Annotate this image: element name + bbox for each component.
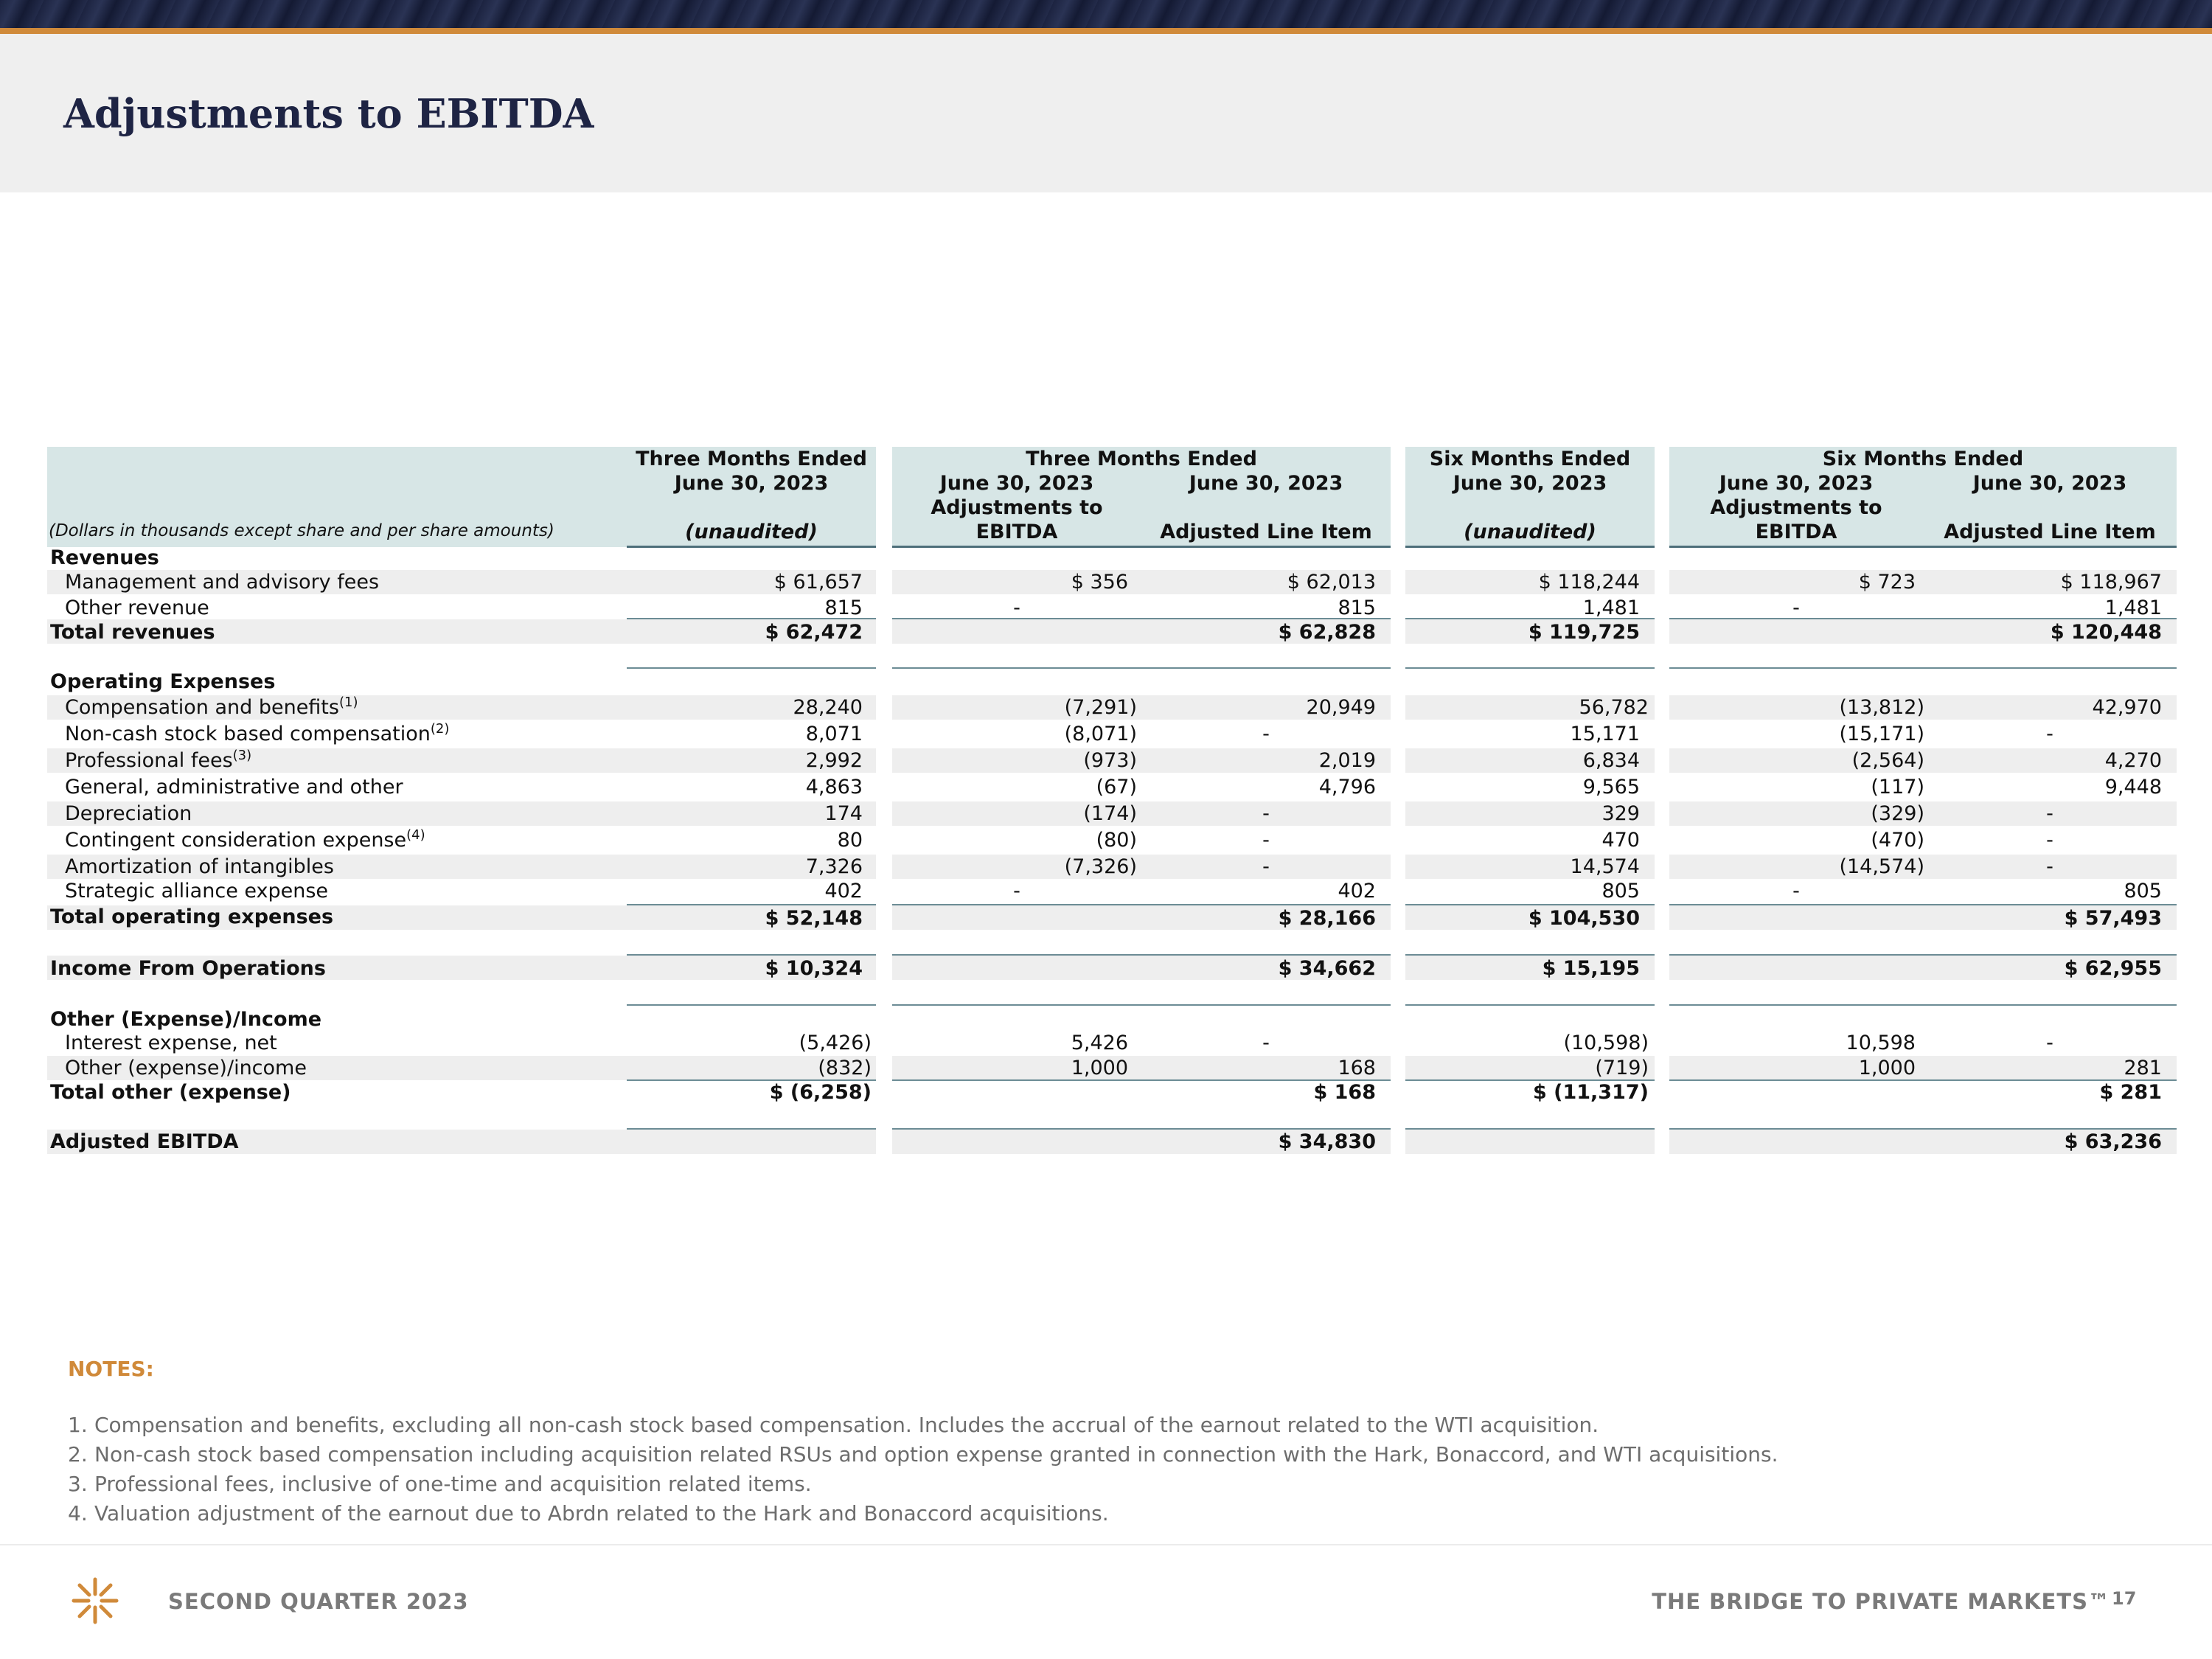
table-cell-total: $ (11,317): [1532, 1081, 1649, 1104]
total-rule: [627, 667, 876, 669]
row-label: Contingent consideration expense$^{(4)}$: [65, 827, 425, 852]
table-cell: 1,000: [1858, 1057, 1916, 1079]
units-note: (Dollars in thousands except share and per share amounts): [49, 521, 554, 540]
table-cell: 168: [1338, 1057, 1376, 1079]
total-rule: [627, 1004, 876, 1006]
table-cell: 815: [824, 597, 863, 619]
notes-title: NOTES:: [68, 1357, 154, 1381]
table-cell-total: $ 28,166: [1278, 907, 1376, 930]
col-header-period: Six Months Ended: [1429, 448, 1631, 470]
table-cell: -: [2046, 802, 2053, 825]
table-cell: 815: [1338, 597, 1376, 619]
table-cell: 8,071: [805, 723, 863, 745]
page-number: 17: [2112, 1588, 2137, 1609]
col-header-unaudited: (unaudited): [685, 521, 818, 543]
col-header-date: June 30, 2023: [939, 472, 1094, 495]
table-cell: 1,000: [1071, 1057, 1128, 1079]
table-cell: -: [2046, 855, 2053, 878]
table-cell: -: [1792, 880, 1800, 902]
row-label: Management and advisory fees: [65, 571, 380, 594]
table-cell: $ 118,244: [1538, 571, 1640, 594]
table-cell: 402: [824, 880, 863, 902]
col-header-adjustments: EBITDA: [1755, 521, 1837, 543]
subtotal-rule: [1669, 904, 2177, 905]
table-cell: (117): [1871, 776, 1924, 799]
col-header-period: Six Months Ended: [1822, 448, 2024, 470]
table-cell: $ 356: [1071, 571, 1128, 594]
header-underline: [1405, 546, 1655, 548]
table-cell-adjusted-ebitda: $ 63,236: [2064, 1130, 2162, 1153]
total-rule: [1405, 1004, 1655, 1006]
table-cell-total: $ 168: [1313, 1081, 1376, 1104]
table-cell: 4,863: [805, 776, 863, 799]
table-cell: $ 118,967: [2060, 571, 2162, 594]
row-stripe: [47, 956, 2177, 980]
subtotal-rule: [1405, 954, 1655, 956]
table-cell: -: [2046, 829, 2053, 852]
subtotal-rule: [892, 904, 1391, 905]
table-cell: (470): [1871, 829, 1924, 852]
col-header-period: Three Months Ended: [636, 448, 867, 470]
table-cell: 80: [837, 829, 863, 852]
table-cell: (329): [1871, 802, 1924, 825]
table-cell: 7,326: [805, 855, 863, 878]
table-cell: 805: [2124, 880, 2162, 902]
row-stripe: [47, 905, 2177, 930]
row-label: Other revenue: [65, 597, 209, 619]
table-cell: (2,564): [1851, 749, 1924, 772]
col-header-date: June 30, 2023: [674, 472, 829, 495]
table-cell: (7,326): [1064, 855, 1137, 878]
table-cell: 2,992: [805, 749, 863, 772]
total-rule: [627, 1128, 876, 1130]
table-cell: -: [2046, 1032, 2053, 1054]
row-label: Depreciation: [65, 802, 192, 825]
row-label: Compensation and benefits$^{(1)}$: [65, 695, 358, 719]
col-header-adjusted-line-item: Adjusted Line Item: [1160, 521, 1372, 543]
table-cell-total: $ 34,662: [1278, 957, 1376, 980]
table-cell: (10,598): [1563, 1032, 1649, 1054]
total-rule: [1669, 1004, 2177, 1006]
note-item: 1. Compensation and benefits, excluding all non-cash stock based compensation. Includes the accrual of the earnout related to the WTI acquisition.: [68, 1413, 1599, 1437]
table-cell: (174): [1083, 802, 1137, 825]
table-cell: 15,171: [1570, 723, 1640, 745]
section-heading-other: Other (Expense)/Income: [50, 1008, 322, 1031]
column-gap: [1391, 560, 1405, 1165]
company-logo-icon: [69, 1575, 121, 1627]
table-cell-total: $ 57,493: [2064, 907, 2162, 930]
row-label: Non-cash stock based compensation$^{(2)}$: [65, 721, 450, 745]
table-cell-total: $ 281: [2099, 1081, 2162, 1104]
subtotal-rule: [1405, 904, 1655, 905]
row-label: Other (expense)/income: [65, 1057, 307, 1079]
table-cell-total: $ 104,530: [1528, 907, 1640, 930]
total-rule: [892, 1004, 1391, 1006]
table-cell-total: $ 52,148: [765, 907, 863, 930]
subtotal-rule: [627, 904, 876, 905]
table-cell: 6,834: [1582, 749, 1640, 772]
footer-divider: [0, 1544, 2212, 1545]
table-cell: 9,448: [2104, 776, 2162, 799]
table-cell: 9,565: [1582, 776, 1640, 799]
row-label: Amortization of intangibles: [65, 855, 334, 878]
table-cell: $ 723: [1858, 571, 1916, 594]
table-cell: (8,071): [1064, 723, 1137, 745]
table-cell: (832): [818, 1057, 872, 1079]
table-cell: 281: [2124, 1057, 2162, 1079]
table-cell: (7,291): [1064, 696, 1137, 719]
table-cell: (973): [1083, 749, 1137, 772]
col-header-adjustments: EBITDA: [975, 521, 1058, 543]
table-cell: 2,019: [1318, 749, 1376, 772]
table-cell: -: [1013, 597, 1020, 619]
note-item: 4. Valuation adjustment of the earnout due to Abrdn related to the Hark and Bonaccord acquisitions.: [68, 1501, 1109, 1526]
subtotal-rule: [892, 954, 1391, 956]
table-cell: 470: [1601, 829, 1640, 852]
row-label-total: Total revenues: [50, 621, 215, 644]
row-label: Interest expense, net: [65, 1032, 277, 1054]
table-cell: 5,426: [1071, 1032, 1128, 1054]
table-cell: 1,481: [2104, 597, 2162, 619]
table-cell: (15,171): [1839, 723, 1924, 745]
page-title: Adjustments to EBITDA: [63, 90, 594, 137]
section-heading-revenues: Revenues: [50, 546, 159, 569]
header-underline: [1669, 546, 2177, 548]
table-cell: (14,574): [1839, 855, 1924, 878]
row-label-total: Total other (expense): [50, 1081, 291, 1104]
column-gap: [1655, 560, 1669, 1165]
table-cell-total: $ 62,472: [765, 621, 863, 644]
table-cell: (719): [1595, 1057, 1649, 1079]
total-rule: [892, 667, 1391, 669]
footer-quarter-label: SECOND QUARTER 2023: [168, 1589, 469, 1614]
row-label-total: Total operating expenses: [50, 905, 334, 928]
footer-tagline: THE BRIDGE TO PRIVATE MARKETS™: [1652, 1589, 2110, 1614]
row-label: Strategic alliance expense: [65, 880, 329, 902]
table-cell-total: $ 62,828: [1278, 621, 1376, 644]
table-cell-total: $ 10,324: [765, 957, 863, 980]
table-cell: -: [1262, 855, 1270, 878]
col-header-date: June 30, 2023: [1189, 472, 1343, 495]
table-cell: -: [1262, 1032, 1270, 1054]
col-header-adjustments: Adjustments to: [1710, 496, 1882, 519]
table-cell: $ 62,013: [1287, 571, 1376, 594]
col-header-adjustments: Adjustments to: [931, 496, 1103, 519]
row-stripe: [47, 1130, 2177, 1154]
subtotal-rule: [627, 954, 876, 956]
table-cell: 1,481: [1582, 597, 1640, 619]
table-cell: 174: [824, 802, 863, 825]
table-cell: 805: [1601, 880, 1640, 902]
table-cell: (13,812): [1839, 696, 1924, 719]
table-cell: -: [1262, 802, 1270, 825]
table-cell: 56,782: [1579, 696, 1649, 719]
total-rule: [1405, 1128, 1655, 1130]
row-label: Professional fees$^{(3)}$: [65, 748, 252, 772]
col-header-date: June 30, 2023: [1453, 472, 1607, 495]
header-underline: [627, 546, 876, 548]
table-cell: 4,270: [2104, 749, 2162, 772]
col-header-adjusted-line-item: Adjusted Line Item: [1944, 521, 2156, 543]
col-header-date: June 30, 2023: [1972, 472, 2127, 495]
table-cell: 10,598: [1846, 1032, 1916, 1054]
table-cell: -: [1792, 597, 1800, 619]
total-rule: [1405, 667, 1655, 669]
table-cell: -: [1013, 880, 1020, 902]
table-cell: 42,970: [2092, 696, 2162, 719]
table-cell: (5,426): [799, 1032, 872, 1054]
table-cell-total: $ (6,258): [769, 1081, 872, 1104]
table-cell: (80): [1096, 829, 1137, 852]
table-cell: 402: [1338, 880, 1376, 902]
table-cell-total: $ 119,725: [1528, 621, 1640, 644]
table-cell: -: [1262, 723, 1270, 745]
table-cell-total: $ 62,955: [2064, 957, 2162, 980]
col-header-unaudited: (unaudited): [1464, 521, 1596, 543]
table-cell: 28,240: [793, 696, 863, 719]
subtotal-rule: [1669, 954, 2177, 956]
table-cell: $ 61,657: [773, 571, 863, 594]
total-rule: [1669, 667, 2177, 669]
column-gap: [876, 560, 892, 1165]
table-cell: -: [2046, 723, 2053, 745]
table-cell: 4,796: [1318, 776, 1376, 799]
row-label-total: Income From Operations: [50, 957, 326, 980]
col-header-period: Three Months Ended: [1026, 448, 1257, 470]
table-cell: 14,574: [1570, 855, 1640, 878]
note-item: 2. Non-cash stock based compensation including acquisition related RSUs and option expense granted in connection with the Hark, Bonaccord, and WTI acquisitions.: [68, 1442, 1778, 1467]
col-header-date: June 30, 2023: [1719, 472, 1874, 495]
note-item: 3. Professional fees, inclusive of one-time and acquisition related items.: [68, 1472, 812, 1496]
row-label: General, administrative and other: [65, 776, 403, 799]
row-label-adjusted-ebitda: Adjusted EBITDA: [50, 1130, 239, 1153]
row-stripe: [47, 619, 2177, 644]
table-cell: (67): [1096, 776, 1137, 799]
table-cell-adjusted-ebitda: $ 34,830: [1278, 1130, 1376, 1153]
table-cell-total: $ 15,195: [1542, 957, 1640, 980]
table-cell: 329: [1601, 802, 1640, 825]
table-cell: -: [1262, 829, 1270, 852]
table-cell: 20,949: [1306, 696, 1376, 719]
header-underline: [892, 546, 1391, 548]
table-cell-total: $ 120,448: [2050, 621, 2162, 644]
section-heading-operating-expenses: Operating Expenses: [50, 670, 276, 693]
